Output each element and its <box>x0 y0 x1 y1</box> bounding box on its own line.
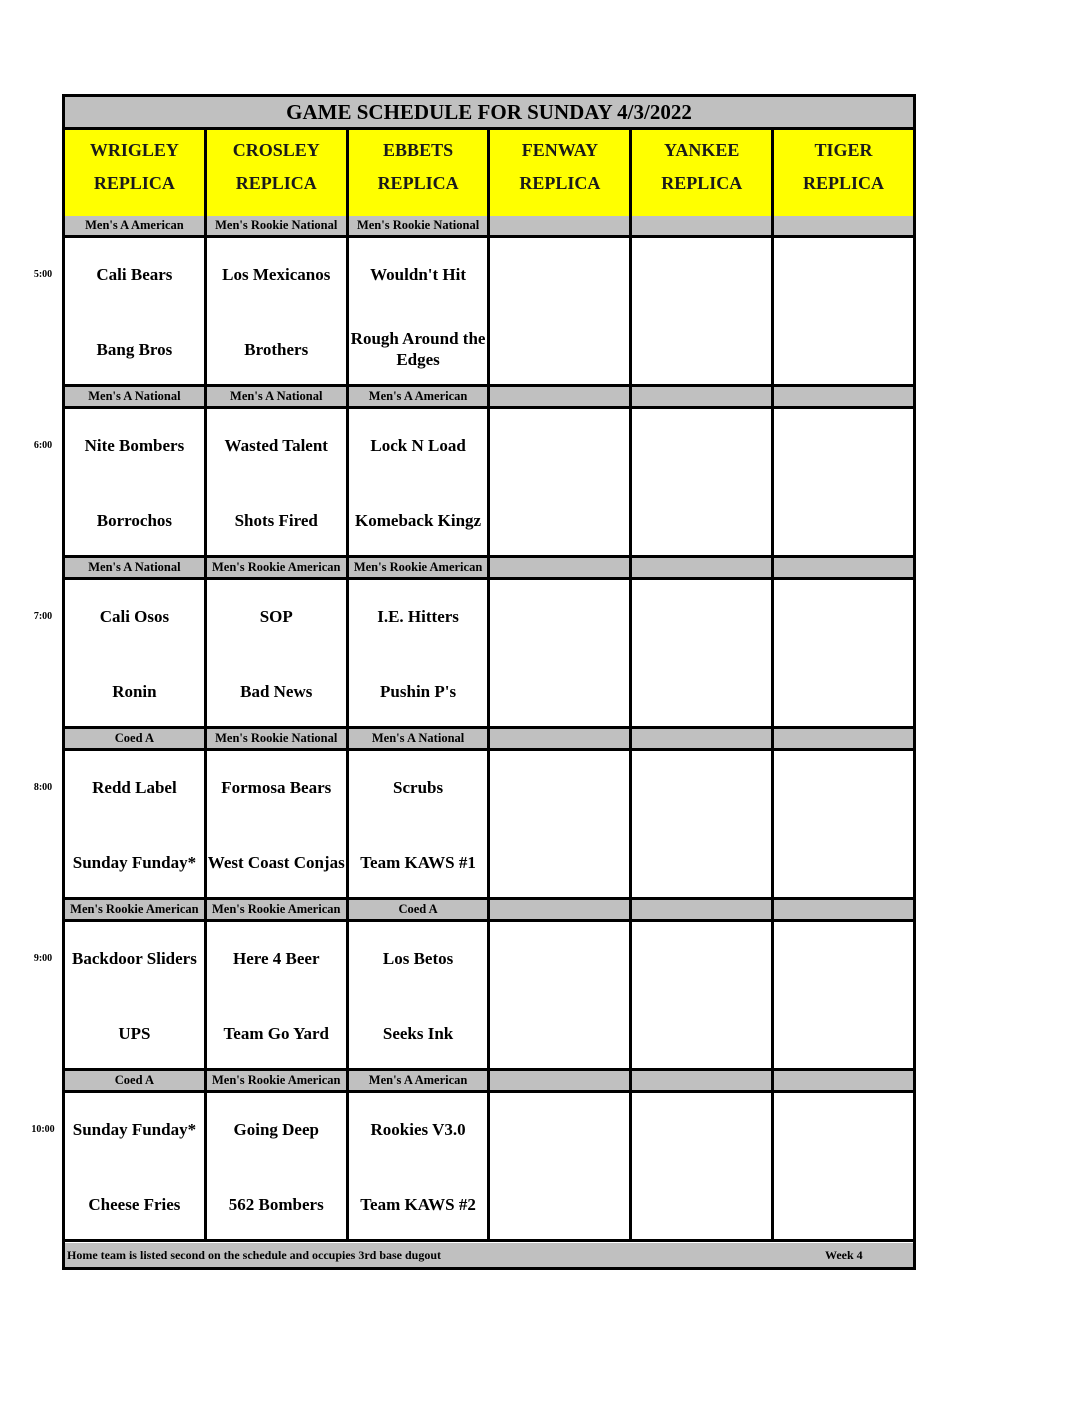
division-label <box>632 900 774 919</box>
time-slot-block <box>65 216 913 387</box>
game-cell <box>490 238 632 384</box>
time-label: 6:00 <box>33 440 53 451</box>
division-label: Men's Rookie American <box>349 558 491 577</box>
visiting-team: Los Betos <box>382 949 454 968</box>
home-team <box>490 328 629 370</box>
home-team <box>774 1012 913 1054</box>
division-label <box>632 1071 774 1090</box>
visiting-team: Cali Osos <box>99 607 170 626</box>
division-label <box>632 387 774 406</box>
division-label <box>774 900 913 919</box>
visiting-team: Wasted Talent <box>224 436 328 455</box>
division-label <box>490 387 632 406</box>
home-team <box>774 328 913 370</box>
game-row <box>65 580 913 729</box>
field-header-crosley <box>207 130 349 216</box>
division-label: Coed A <box>65 729 207 748</box>
game-cell <box>774 580 913 726</box>
division-label <box>774 1071 913 1090</box>
game-cell <box>65 922 207 1068</box>
visiting-team: Lock N Load <box>370 436 466 455</box>
time-label: 8:00 <box>33 782 53 793</box>
visiting-team: Nite Bombers <box>84 436 185 455</box>
home-team <box>774 841 913 883</box>
home-team: Sunday Funday* <box>72 852 197 872</box>
division-label <box>632 216 774 235</box>
game-cell <box>774 1093 913 1239</box>
field-subtitle: REPLICA <box>519 173 601 193</box>
game-cell <box>207 409 349 555</box>
field-name: EBBETS <box>383 140 454 160</box>
division-label: Men's Rookie National <box>207 729 349 748</box>
home-team <box>774 670 913 712</box>
field-subtitle: REPLICA <box>661 173 743 193</box>
time-slot-block <box>65 1071 913 1242</box>
home-team <box>490 1012 629 1054</box>
game-cell <box>490 751 632 897</box>
division-label: Men's A American <box>349 1071 491 1090</box>
game-cell <box>490 1093 632 1239</box>
home-team <box>490 1183 629 1225</box>
game-cell <box>207 922 349 1068</box>
game-cell <box>349 1093 491 1239</box>
visiting-team: Los Mexicanos <box>222 265 331 284</box>
home-team: Shots Fired <box>234 510 318 530</box>
field-header-row <box>65 130 913 219</box>
game-cell <box>490 922 632 1068</box>
field-name: TIGER <box>814 140 873 160</box>
field-subtitle: REPLICA <box>93 173 175 193</box>
division-label <box>490 729 632 748</box>
division-label: Men's Rookie National <box>349 216 491 235</box>
home-team <box>632 841 771 883</box>
game-cell <box>490 409 632 555</box>
field-name: YANKEE <box>664 140 740 160</box>
game-cell <box>65 238 207 384</box>
game-cell <box>349 751 491 897</box>
field-header-tiger <box>774 130 913 216</box>
game-cell <box>774 751 913 897</box>
game-cell <box>207 580 349 726</box>
division-label: Men's Rookie American <box>207 900 349 919</box>
division-label: Coed A <box>349 900 491 919</box>
game-cell <box>349 238 491 384</box>
game-cell <box>632 580 774 726</box>
game-cell <box>632 922 774 1068</box>
home-team: 562 Bombers <box>228 1194 324 1214</box>
game-cell <box>65 409 207 555</box>
field-name: CROSLEY <box>232 140 320 160</box>
time-slot-block <box>65 900 913 1071</box>
division-label: Men's Rookie American <box>207 558 349 577</box>
game-cell <box>632 238 774 384</box>
division-row <box>65 729 913 751</box>
division-label: Men's Rookie American <box>207 1071 349 1090</box>
visiting-team: Sunday Funday* <box>72 1120 197 1139</box>
field-header-yankee <box>632 130 774 216</box>
division-label: Coed A <box>65 1071 207 1090</box>
game-cell <box>207 238 349 384</box>
division-row <box>65 900 913 922</box>
home-team: UPS <box>118 1023 151 1043</box>
visiting-team: SOP <box>259 607 293 626</box>
game-row <box>65 751 913 900</box>
division-label <box>490 900 632 919</box>
field-header-ebbets <box>349 130 491 216</box>
visiting-team: Redd Label <box>92 778 177 797</box>
division-label: Men's A National <box>349 729 491 748</box>
home-team: Brothers <box>244 339 309 359</box>
division-row <box>65 216 913 238</box>
schedule-sheet <box>62 94 916 1270</box>
division-label <box>774 216 913 235</box>
game-cell <box>65 751 207 897</box>
game-row <box>65 922 913 1071</box>
game-cell <box>632 1093 774 1239</box>
home-team: Team KAWS #2 <box>360 1194 476 1214</box>
home-team: Komeback Kingz <box>355 510 482 530</box>
home-team: Rough Around the Edges <box>350 329 486 369</box>
home-team-note: Home team is listed second on the schedule and occupies 3rd base dugout <box>67 1247 442 1262</box>
division-label <box>490 558 632 577</box>
visiting-team: Backdoor Sliders <box>71 949 197 968</box>
division-label <box>632 558 774 577</box>
game-row <box>65 409 913 558</box>
division-label: Men's Rookie National <box>207 216 349 235</box>
home-team: Borrochos <box>96 510 173 530</box>
home-team: Bang Bros <box>96 339 173 359</box>
game-cell <box>632 751 774 897</box>
division-label <box>490 216 632 235</box>
field-name: WRIGLEY <box>89 140 179 160</box>
schedule-title: GAME SCHEDULE FOR SUNDAY 4/3/2022 <box>65 97 913 130</box>
home-team <box>490 841 629 883</box>
home-team <box>490 670 629 712</box>
home-team <box>490 499 629 541</box>
division-label <box>774 558 913 577</box>
field-header-fenway <box>490 130 632 216</box>
game-cell <box>207 1093 349 1239</box>
game-cell <box>774 922 913 1068</box>
home-team: Team KAWS #1 <box>360 852 476 872</box>
visiting-team: Cali Bears <box>96 265 173 284</box>
division-label: Men's A National <box>65 558 207 577</box>
field-header-wrigley <box>65 130 207 216</box>
time-slot-block <box>65 558 913 729</box>
visiting-team: Going Deep <box>233 1120 319 1139</box>
division-label: Men's A National <box>65 387 207 406</box>
game-cell <box>65 1093 207 1239</box>
game-cell <box>490 580 632 726</box>
home-team <box>774 499 913 541</box>
division-label <box>490 1071 632 1090</box>
week-label: Week 4 <box>825 1247 863 1262</box>
field-name: FENWAY <box>521 140 599 160</box>
visiting-team: Here 4 Beer <box>232 949 320 968</box>
division-row <box>65 558 913 580</box>
time-label: 5:00 <box>33 269 53 280</box>
footer-bar <box>65 1243 913 1267</box>
game-cell <box>349 922 491 1068</box>
field-subtitle: REPLICA <box>235 173 317 193</box>
game-cell <box>65 580 207 726</box>
division-label: Men's A American <box>65 216 207 235</box>
visiting-team: I.E. Hitters <box>377 607 459 626</box>
field-subtitle: REPLICA <box>803 173 885 193</box>
home-team <box>632 499 771 541</box>
game-cell <box>349 409 491 555</box>
division-label <box>632 729 774 748</box>
game-cell <box>349 580 491 726</box>
home-team: Team Go Yard <box>223 1023 329 1043</box>
visiting-team: Rookies V3.0 <box>370 1120 466 1139</box>
home-team <box>774 1183 913 1225</box>
time-label: 10:00 <box>31 1124 55 1135</box>
division-label: Men's Rookie American <box>65 900 207 919</box>
visiting-team: Wouldn't Hit <box>370 265 467 284</box>
game-cell <box>207 751 349 897</box>
division-label <box>774 729 913 748</box>
game-cell <box>774 409 913 555</box>
game-cell <box>632 409 774 555</box>
game-cell <box>774 238 913 384</box>
home-team <box>632 670 771 712</box>
division-label <box>774 387 913 406</box>
home-team: Cheese Fries <box>88 1194 181 1214</box>
home-team <box>632 328 771 370</box>
field-subtitle: REPLICA <box>377 173 459 193</box>
division-label: Men's A American <box>349 387 491 406</box>
time-slot-block <box>65 387 913 558</box>
time-slot-block <box>65 729 913 900</box>
visiting-team: Scrubs <box>393 778 444 797</box>
home-team: West Coast Conjas <box>207 852 345 872</box>
time-label: 9:00 <box>33 953 53 964</box>
division-row <box>65 387 913 409</box>
home-team <box>632 1183 771 1225</box>
home-team: Pushin P's <box>380 681 457 701</box>
home-team: Ronin <box>112 681 157 701</box>
division-label: Men's A National <box>207 387 349 406</box>
home-team <box>632 1012 771 1054</box>
time-label: 7:00 <box>33 611 53 622</box>
game-row <box>65 238 913 387</box>
division-row <box>65 1071 913 1093</box>
game-row <box>65 1093 913 1242</box>
visiting-team: Formosa Bears <box>221 778 332 797</box>
home-team: Bad News <box>240 681 313 701</box>
home-team: Seeks Ink <box>382 1023 454 1043</box>
